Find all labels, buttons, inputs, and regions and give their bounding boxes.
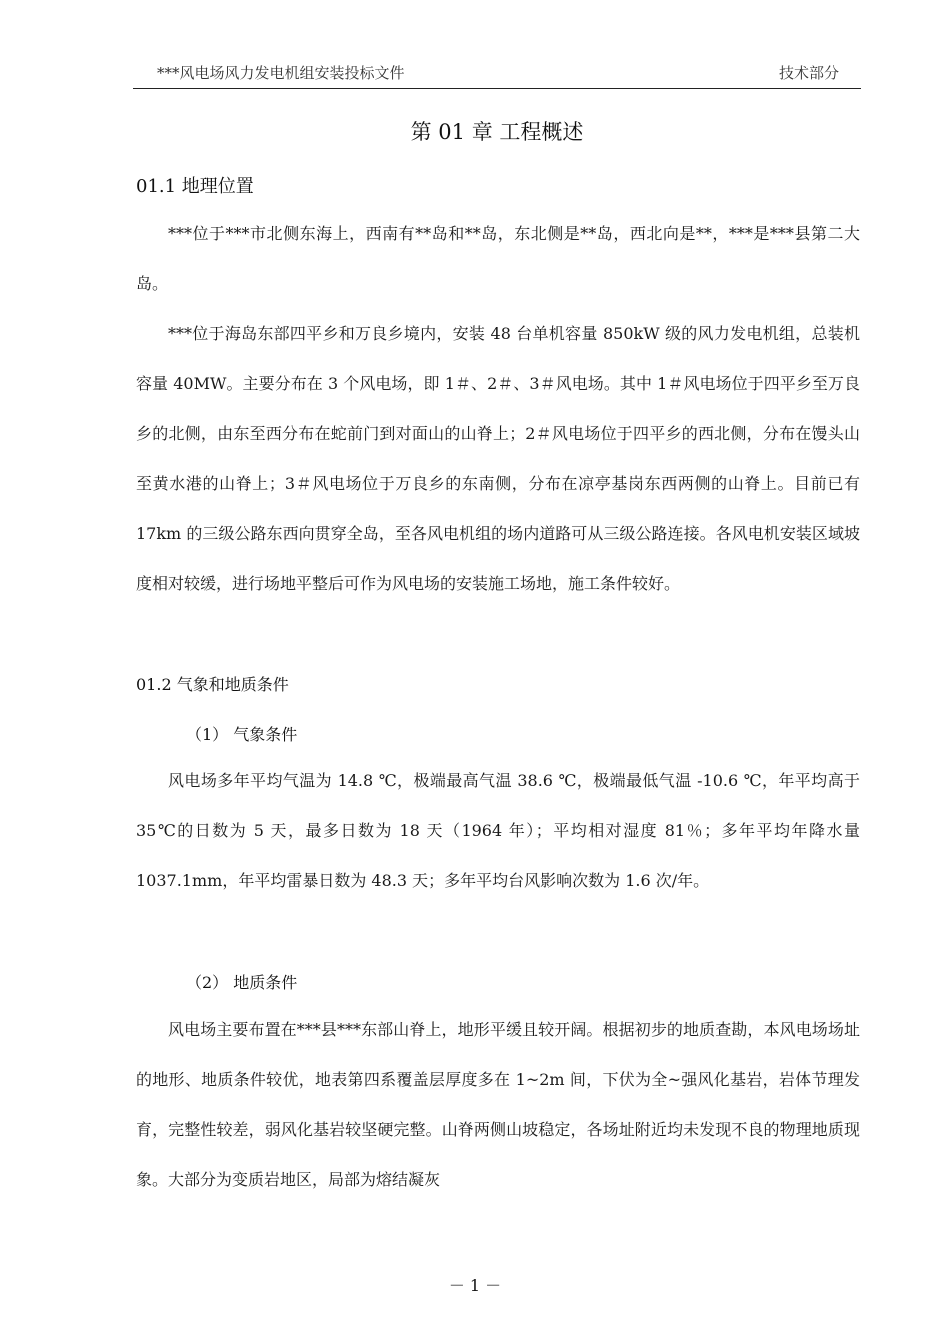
paragraph-wind-farm-layout: ***位于海岛东部四平乡和万良乡境内，安装 48 台单机容量 850kW 级的风力发电机组，总装机容量 40MW。主要分布在 3 个风电场，即 1＃、2＃、3＃风电场。其中 1＃风电场位于四平乡至万良乡的北侧，由东至西分布在蛇前门到对面山的山脊上；2＃风电场位于四平乡的西北侧，分布在馒头山至黄水港的山脊上；3＃风电场位于万良乡的东南侧，分布在凉亭基岗东西两侧的山脊上。目前已有17km 的三级公路东西向贯穿全岛，至各风电机组的场内道路可从三级公路连接。各风电机安装区域坡度相对较缓，进行场地平整后可作为风电场的安装施工场地，施工条件较好。 [136, 324, 860, 593]
paragraph-geology-conditions: 风电场主要布置在***县***东部山脊上，地形平缓且较开阔。根据初步的地质查勘，本风电场场址的地形、地质条件较优，地表第四系覆盖层厚度多在 1~2m 间，下伏为全~强风化基岩，岩体节理发育，完整性较差，弱风化基岩较坚硬完整。山脊两侧山坡稳定，各场址附近均未发现不良的物理地质现象。大部分为变质岩地区，局部为熔结凝灰 [136, 1020, 860, 1189]
chapter-title: 第 01 章 工程概述 [410, 120, 584, 144]
page-number: － 1 － [448, 1276, 502, 1295]
paragraph-location-overview: ***位于***市北侧东海上，西南有**岛和**岛，东北侧是**岛，西北向是**，***是***县第二大岛。 [136, 224, 860, 293]
section-heading-geography: 01.1 地理位置 [136, 176, 254, 197]
subheading-geology: （2） 地质条件 [186, 973, 298, 992]
section-heading-climate-geology: 01.2 气象和地质条件 [136, 675, 289, 694]
paragraph-climate-conditions: 风电场多年平均气温为 14.8 ℃，极端最高气温 38.6 ℃，极端最低气温 -10.6 ℃，年平均高于 35℃的日数为 5 天，最多日数为 18 天（1964 年）；平均相对湿度 81％；多年平均年降水量 1037.1mm，年平均雷暴日数为 48.3 天；多年平均台风影响次数为 1.6 次/年。 [136, 771, 860, 890]
subheading-climate: （1） 气象条件 [186, 725, 298, 744]
header-document-title: ***风电场风力发电机组安装投标文件 [157, 64, 405, 82]
page-header [133, 58, 861, 89]
header-section-name: 技术部分 [778, 64, 839, 82]
